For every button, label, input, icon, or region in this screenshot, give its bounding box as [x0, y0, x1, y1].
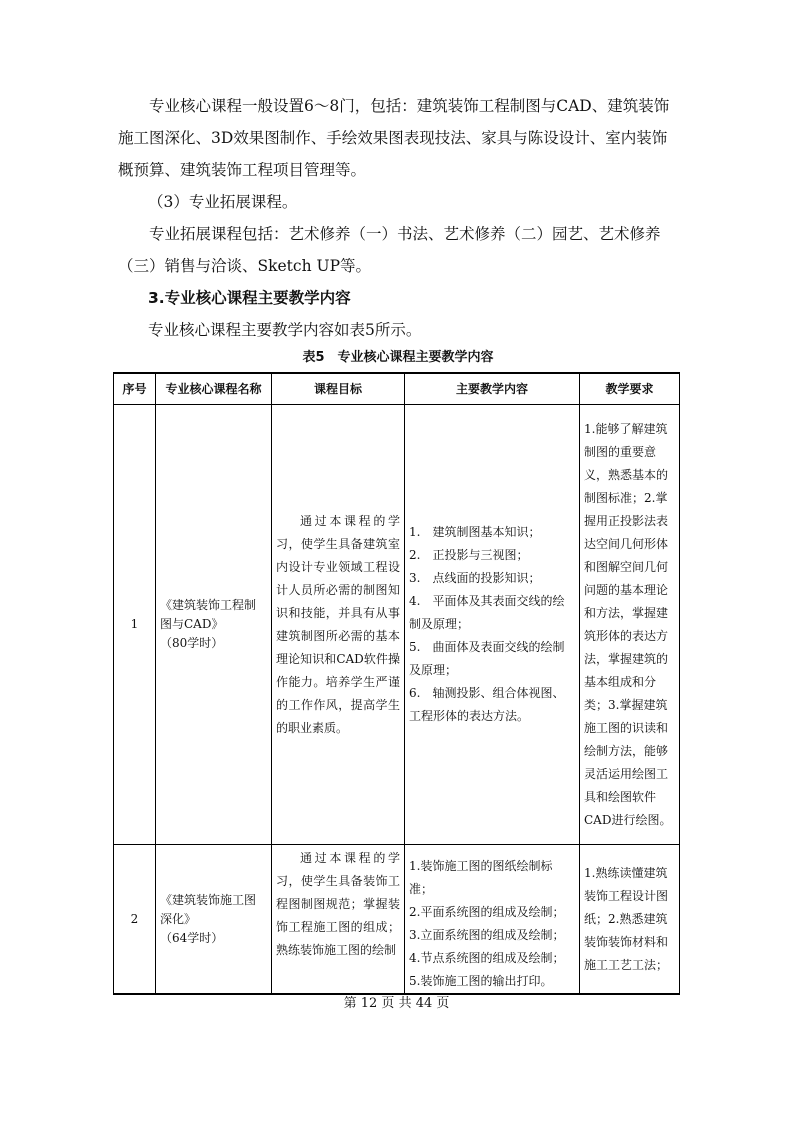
course-name [156, 845, 272, 995]
table-row [114, 845, 680, 995]
content-item: 1.装饰施工图的图纸绘制标准； [409, 859, 553, 896]
content-item: 3. 点线面的投影知识； [409, 571, 541, 585]
course-name [156, 405, 272, 845]
content-item: 6. 轴测投影、组合体视图、工程形体的表达方法。 [409, 686, 565, 723]
section-intro: 专业核心课程主要教学内容如表5所示。 [148, 321, 422, 339]
course-name-line: 《建筑装饰施工图 [160, 892, 257, 907]
course-name-line: 图与CAD》 [160, 617, 224, 631]
core-courses-paragraph: 专业核心课程一般设置6～8门，包括：建筑装饰工程制图与CAD、建筑装饰施工图深化、3D效果图制作、手绘效果图表现技法、家具与陈设设计、室内装饰概预算、建筑装饰工程项目管理等。 [118, 97, 670, 179]
course-requirements: 1.能够了解建筑制图的重要意义，熟悉基本的制图标准；2.掌握用正投影法表达空间几何形体和图解空间几何问题的基本理论和方法，掌握建筑形体的表达方法，掌握建筑的基本组成和分类；3.掌握建筑施工图的识读和绘制方法，能够灵活运用绘图工具和绘图软件CAD进行绘图。 [580, 405, 680, 845]
course-name-line: 《建筑装饰工程制 [160, 598, 257, 612]
course-goal-text: 通过本课程的学习，使学生具备装饰工程图制图规范；掌握装饰工程施工图的组成；熟练装饰施工图的绘制 [276, 851, 400, 957]
header-num: 序号 [114, 373, 156, 405]
content-item: 5. 曲面体及表面交线的绘制及原理； [409, 640, 565, 677]
course-content [405, 405, 580, 845]
core-courses-table [113, 372, 680, 995]
table-header-row [114, 373, 680, 405]
content-item: 2.平面系统图的组成及绘制； [409, 905, 565, 919]
row-number: 2 [114, 845, 156, 995]
course-requirements: 1.熟练读懂建筑装饰工程设计图纸；2.熟悉建筑装饰装饰材料和施工工艺工法； [580, 845, 680, 995]
content-item: 4.节点系统图的组成及绘制； [409, 951, 565, 965]
course-goal [272, 405, 405, 845]
course-content [405, 845, 580, 995]
extension-courses-paragraph: 专业拓展课程包括：艺术修养（一）书法、艺术修养（二）园艺、艺术修养（三）销售与洽谈、Sketch UP等。 [118, 225, 661, 275]
header-requirements: 教学要求 [580, 373, 680, 405]
content-item: 5.装饰施工图的输出打印。 [409, 974, 553, 988]
content-item: 1. 建筑制图基本知识； [409, 525, 541, 539]
table-caption: 表5 专业核心课程主要教学内容 [302, 350, 494, 365]
section-heading: 3.专业核心课程主要教学内容 [148, 289, 351, 307]
course-goal [272, 845, 405, 995]
table-row [114, 405, 680, 845]
course-hours: （64学时） [160, 930, 224, 945]
course-goal-text: 通过本课程的学习，使学生具备建筑室内设计专业领域工程设计人员所必需的制图知识和技能，并具有从事建筑制图所必需的基本理论知识和CAD软件操作能力。培养学生严谨的工作作风，提高学生的职业素质。 [276, 513, 400, 735]
header-goal: 课程目标 [272, 373, 405, 405]
row-number: 1 [114, 405, 156, 845]
course-hours: （80学时） [160, 636, 224, 650]
content-item: 3.立面系统图的组成及绘制； [409, 928, 565, 942]
extension-courses-heading: （3）专业拓展课程。 [148, 193, 298, 211]
header-course-name: 专业核心课程名称 [156, 373, 272, 405]
header-content: 主要教学内容 [405, 373, 580, 405]
content-item: 2. 正投影与三视图； [409, 548, 529, 562]
page-footer: 第 12 页 共 44 页 [343, 996, 450, 1011]
content-item: 4. 平面体及其表面交线的绘制及原理； [409, 594, 565, 631]
course-name-line: 深化》 [160, 911, 197, 926]
